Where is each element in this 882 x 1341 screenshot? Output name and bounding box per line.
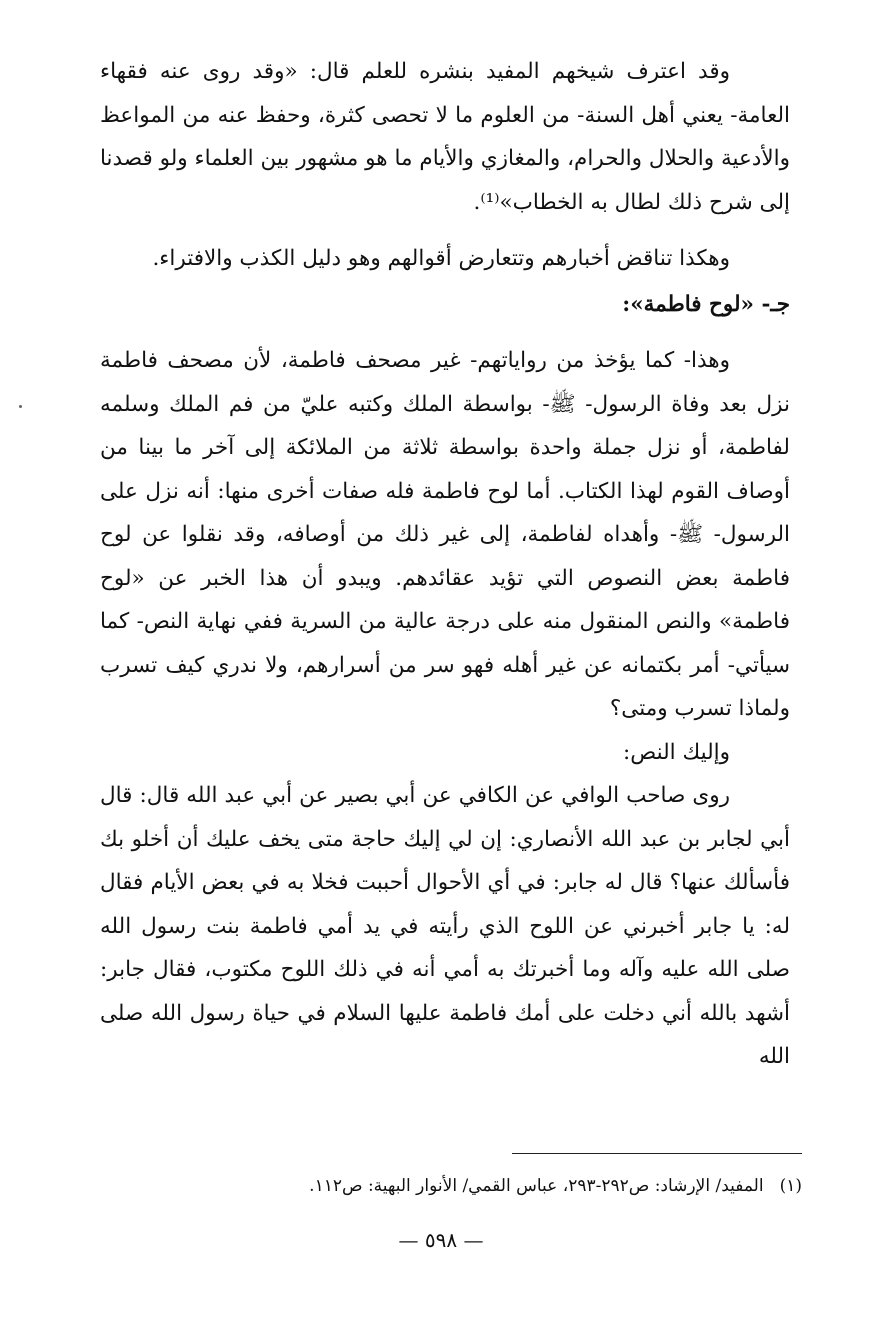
paragraph-text-intro: وإليك النص: xyxy=(623,739,730,765)
paragraph-mufid-quote: وقد اعترف شيخهم المفيد بنشره للعلم قال: «وقد روى عنه فقهاء العامة- يعني أهل السنة- من العلوم ما لا تحصى كثرة، وحفظ عنه من المواعظ والأدعية والحلال والحرام، والمغازي والأيام ما هو مشهور بين العلماء ولو قصدنا إلى شرح ذلك لطال به الخطاب»⁽¹⁾. xyxy=(100,59,790,215)
footnote xyxy=(102,1172,802,1200)
page-number: — ٥٩٨ — xyxy=(398,1228,484,1252)
paragraph-contradiction: وهكذا تناقض أخبارهم وتتعارض أقوالهم وهو دليل الكذب والافتراء. xyxy=(152,246,730,271)
section-heading-lawh-fatima: جـ- «لوح فاطمة»: xyxy=(622,291,790,317)
footnote-number: (١) xyxy=(779,1176,802,1196)
footnote-text: المفيد/ الإرشاد: ص٢٩٢-٢٩٣، عباس القمي/ الأنوار البهية: ص١١٢. xyxy=(309,1176,764,1196)
margin-speck xyxy=(19,405,22,408)
paragraph-narration: روى صاحب الوافي عن الكافي عن أبي بصير عن أبي عبد الله قال: قال أبي لجابر بن عبد الله الأنصاري: إن لي إليك حاجة متى يخف عليك أن أخلو بك فأسألك عنها؟ قال له جابر: في أي الأحوال أحببت فخلا به في بعض الأيام فقال له: يا جابر أخبرني عن اللوح الذي رأيته في يد أمي فاطمة بنت رسول الله صلى الله عليه وآله وما أخبرتك به أمي أنه في ذلك اللوح مكتوب، فقال جابر: أشهد بالله أني دخلت على أمك فاطمة عليها السلام في حياة رسول الله صلى الله xyxy=(100,783,790,1069)
page-body xyxy=(100,50,790,1079)
paragraph-lawh-description: وهذا- كما يؤخذ من رواياتهم- غير مصحف فاطمة، لأن مصحف فاطمة نزل بعد وفاة الرسول- ﷺ- بواسطة الملك وكتبه عليّ من فم الملك وسلمه لفاطمة، أو نزل جملة واحدة بواسطة ثلاثة من الملائكة إلى آخر ما بينا من أوصاف القوم لهذا الكتاب. أما لوح فاطمة فله صفات أخرى منها: أنه نزل على الرسول- ﷺ- وأهداه لفاطمة، إلى غير ذلك من أوصافه، وقد نقلوا عن لوح فاطمة بعض النصوص التي تؤيد عقائدهم. ويبدو أن هذا الخبر عن «لوح فاطمة» والنص المنقول منه على درجة عالية من السرية ففي نهاية النص- كما سيأتي- أمر بكتمانه عن غير أهله فهو سر من أسرارهم، ولا ندري كيف تسرب ولماذا تسرب ومتى؟ xyxy=(100,348,790,721)
footnote-divider xyxy=(512,1153,802,1154)
